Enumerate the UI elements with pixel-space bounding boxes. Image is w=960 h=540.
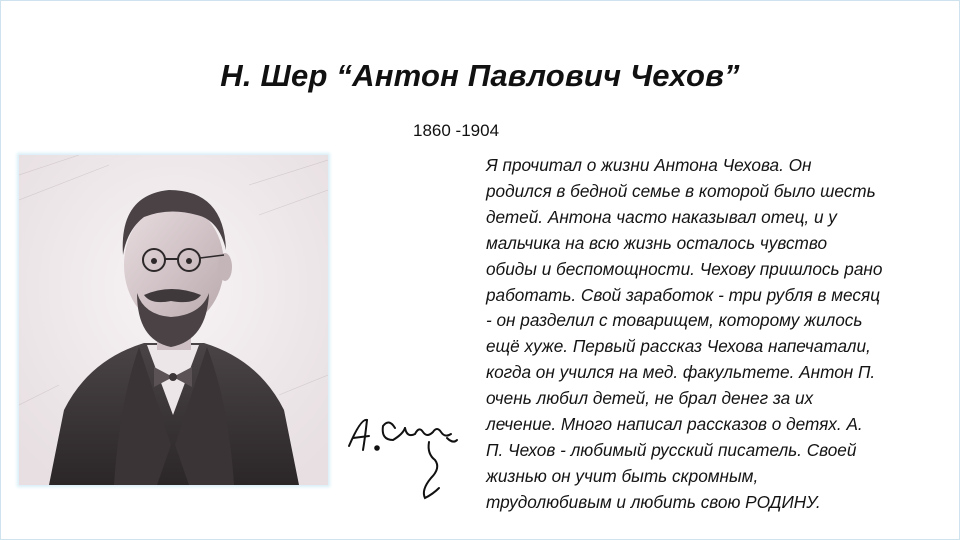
life-years: 1860 -1904 [413, 121, 500, 140]
slide-title: Н. Шер “Антон Павлович Чехов” [220, 58, 740, 93]
biography-text: Я прочитал о жизни Антона Чехова. Он родился в бедной семье в которой было шесть детей. Антона часто наказывал отец, и у мальчика на всю жизнь осталось чувство обиды и беспомощности. Чехову пришлось рано работать. Свой заработок - три рубля в месяц - он разделил с товарищем, которому жилось ещё хуже. Первый рассказ Чехова напечатали, когда он учился на мед. факультете. Антон П. очень любил детей, не брал денег за их лечение. Много написал рассказов о детях. А. П. Чехов - любимый русский писатель. Своей жизнью он учит быть скромным, трудолюбивым и любить свою РОДИНУ. [486, 155, 883, 512]
portrait-illustration [19, 155, 328, 485]
portrait-image [19, 155, 328, 485]
signature [343, 398, 473, 508]
